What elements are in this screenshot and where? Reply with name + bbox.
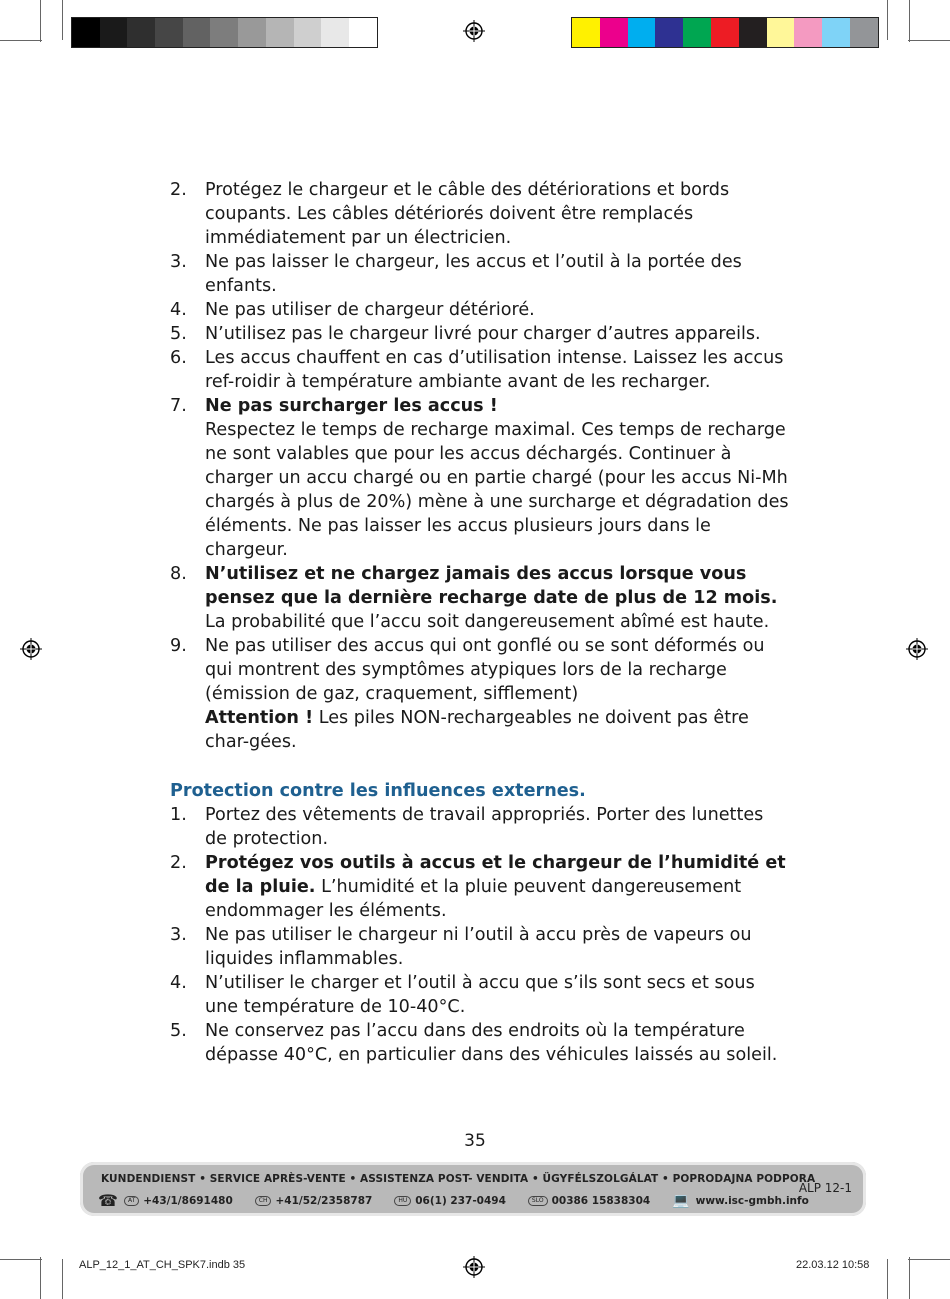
color-swatch: [850, 18, 878, 47]
file-slug: ALP_12_1_AT_CH_SPK7.indb 35: [79, 1259, 246, 1271]
item-number: 3.: [170, 925, 187, 945]
phone-number: [255, 1195, 373, 1207]
country-code-badge: AT: [124, 1196, 139, 1206]
phone-number-text: +41/52/2358787: [275, 1194, 373, 1207]
list-item: [170, 250, 790, 298]
item-number: 1.: [170, 805, 187, 825]
contact-line: [98, 1191, 809, 1210]
list-item: [170, 178, 790, 250]
crop-mark: [40, 1257, 41, 1299]
color-swatch: [100, 18, 128, 47]
item-number: 5.: [170, 324, 187, 344]
item-number: 7.: [170, 396, 187, 416]
phone-number: [394, 1195, 506, 1207]
grayscale-color-bar: [71, 17, 378, 48]
item-bold-text: Protégez vos outils à accus et le chargeur de l’humidité et de la pluie.: [205, 853, 786, 897]
phone-number-text: 00386 15838304: [551, 1194, 651, 1207]
item-text: [205, 562, 790, 634]
crop-mark: [909, 1257, 910, 1299]
item-text: Les accus chauffent en cas d’utilisation intense. Laissez les accus ref-roidir à température ambiante avant de les recharger.: [205, 348, 784, 392]
color-swatch: [238, 18, 266, 47]
item-body-text: Respectez le temps de recharge maximal. Ces temps de recharge ne sont valables que pour les accus déchargés. Continuer à charger un accu chargé ou en partie chargé (pour les accus Ni-Mh chargés à plus de 20%) mène à une surcharge et dégradation des éléments. Ne pas laisser les accus plusieurs jours dans le chargeur.: [205, 420, 789, 560]
crop-mark: [908, 1259, 950, 1260]
list-item: [170, 394, 790, 562]
list-item: [170, 562, 790, 634]
item-number: 8.: [170, 564, 187, 584]
service-footer: [80, 1162, 866, 1216]
model-label: ALP 12-1: [798, 1181, 852, 1195]
color-swatch: [794, 18, 822, 47]
item-text: Ne conservez pas l’accu dans des endroits où la température dépasse 40°C, en particulier dans des véhicules laissés au soleil.: [205, 1021, 778, 1065]
color-swatch: [572, 18, 600, 47]
color-swatch: [600, 18, 628, 47]
color-swatch: [321, 18, 349, 47]
color-swatch: [711, 18, 739, 47]
color-swatch: [767, 18, 795, 47]
list-item: [170, 803, 790, 851]
item-text: Protégez le chargeur et le câble des détériorations et bords coupants. Les câbles détériorés doivent être remplacés immédiatement par un électricien.: [205, 180, 730, 248]
phone-number: [528, 1195, 650, 1207]
registration-mark-icon: [463, 20, 485, 42]
telephone-icon: ☎: [98, 1191, 118, 1210]
crop-mark: [0, 1259, 42, 1260]
crop-mark: [887, 0, 888, 40]
item-bold-text: N’utilisez et ne chargez jamais des accus lorsque vous pensez que la dernière recharge date de plus de 12 mois.: [205, 564, 778, 608]
item-text: N’utiliser le charger et l’outil à accu que s’ils sont secs et sous une température de 10-40°C.: [205, 973, 755, 1017]
country-code-badge: SLO: [528, 1196, 548, 1206]
service-line: KUNDENDIENST • SERVICE APRÈS-VENTE • ASSISTENZA POST- VENDITA • ÜGYFÉLSZOLGÁLAT • POPRODAJNA PODPORA: [101, 1173, 816, 1185]
item-text: Portez des vêtements de travail appropriés. Porter des lunettes de protection.: [205, 805, 764, 849]
section-title: Protection contre les influences externes.: [170, 781, 586, 801]
date-slug: 22.03.12 10:58: [796, 1259, 870, 1271]
phone-number: [124, 1195, 233, 1207]
crop-mark: [908, 40, 950, 41]
page-number: 35: [464, 1131, 486, 1151]
color-swatch: [183, 18, 211, 47]
item-text: [205, 851, 790, 923]
list-item: [170, 298, 790, 322]
country-code-badge: HU: [394, 1196, 411, 1206]
crop-mark: [40, 0, 41, 42]
registration-mark-icon: [906, 638, 928, 660]
crop-mark: [887, 1259, 888, 1299]
item-bold-text: Ne pas surcharger les accus !: [205, 396, 498, 416]
safety-list-charger: [170, 178, 790, 754]
item-number: 5.: [170, 1021, 187, 1041]
registration-mark-icon: [20, 638, 42, 660]
color-swatch: [294, 18, 322, 47]
laptop-icon: 💻: [672, 1192, 690, 1209]
website-link[interactable]: www.isc-gmbh.info: [695, 1194, 809, 1207]
item-number: 6.: [170, 348, 187, 368]
list-item: [170, 923, 790, 971]
color-swatch: [127, 18, 155, 47]
item-text: [205, 634, 790, 754]
list-item: [170, 1019, 790, 1067]
item-text: Ne pas utiliser de chargeur détérioré.: [205, 300, 535, 320]
attention-label: Attention !: [205, 708, 314, 728]
item-text: N’utilisez pas le chargeur livré pour charger d’autres appareils.: [205, 324, 761, 344]
item-text: [205, 394, 790, 562]
list-item: [170, 971, 790, 1019]
item-number: 4.: [170, 973, 187, 993]
crop-mark: [62, 0, 63, 40]
item-body-text: La probabilité que l’accu soit dangereusement abîmé est haute.: [205, 612, 770, 632]
country-code-badge: CH: [255, 1196, 272, 1206]
item-text: Ne pas laisser le chargeur, les accus et l’outil à la portée des enfants.: [205, 252, 742, 296]
crop-mark: [62, 1259, 63, 1299]
color-swatch: [210, 18, 238, 47]
list-item: [170, 634, 790, 754]
item-number: 3.: [170, 252, 187, 272]
item-number: 9.: [170, 636, 187, 656]
color-swatch: [655, 18, 683, 47]
color-swatch: [349, 18, 377, 47]
manual-text: [170, 178, 790, 1067]
item-text: Ne pas utiliser le chargeur ni l’outil à accu près de vapeurs ou liquides inflammables.: [205, 925, 752, 969]
color-swatch: [822, 18, 850, 47]
phone-number-text: +43/1/8691480: [143, 1194, 233, 1207]
color-swatch: [155, 18, 183, 47]
list-item: [170, 346, 790, 394]
color-swatch: [266, 18, 294, 47]
item-body-text: Les piles NON-rechargeables ne doivent pas être char-gées.: [205, 708, 749, 752]
color-swatch: [683, 18, 711, 47]
item-number: 2.: [170, 180, 187, 200]
item-number: 2.: [170, 853, 187, 873]
color-swatch: [72, 18, 100, 47]
item-body-text: Ne pas utiliser des accus qui ont gonflé ou se sont déformés ou qui montrent des symptômes atypiques lors de la recharge (émission de gaz, craquement, sifflement): [205, 636, 765, 704]
registration-mark-icon: [463, 1256, 485, 1278]
crop-mark: [909, 0, 910, 42]
color-swatch: [628, 18, 656, 47]
color-swatch: [739, 18, 767, 47]
crop-mark: [0, 40, 42, 41]
safety-list-external: [170, 803, 790, 1067]
list-item: [170, 322, 790, 346]
phone-number-text: 06(1) 237-0494: [415, 1194, 506, 1207]
item-body-text: L’humidité et la pluie peuvent dangereusement endommager les éléments.: [205, 877, 742, 921]
list-item: [170, 851, 790, 923]
process-color-bar: [571, 17, 879, 48]
item-number: 4.: [170, 300, 187, 320]
